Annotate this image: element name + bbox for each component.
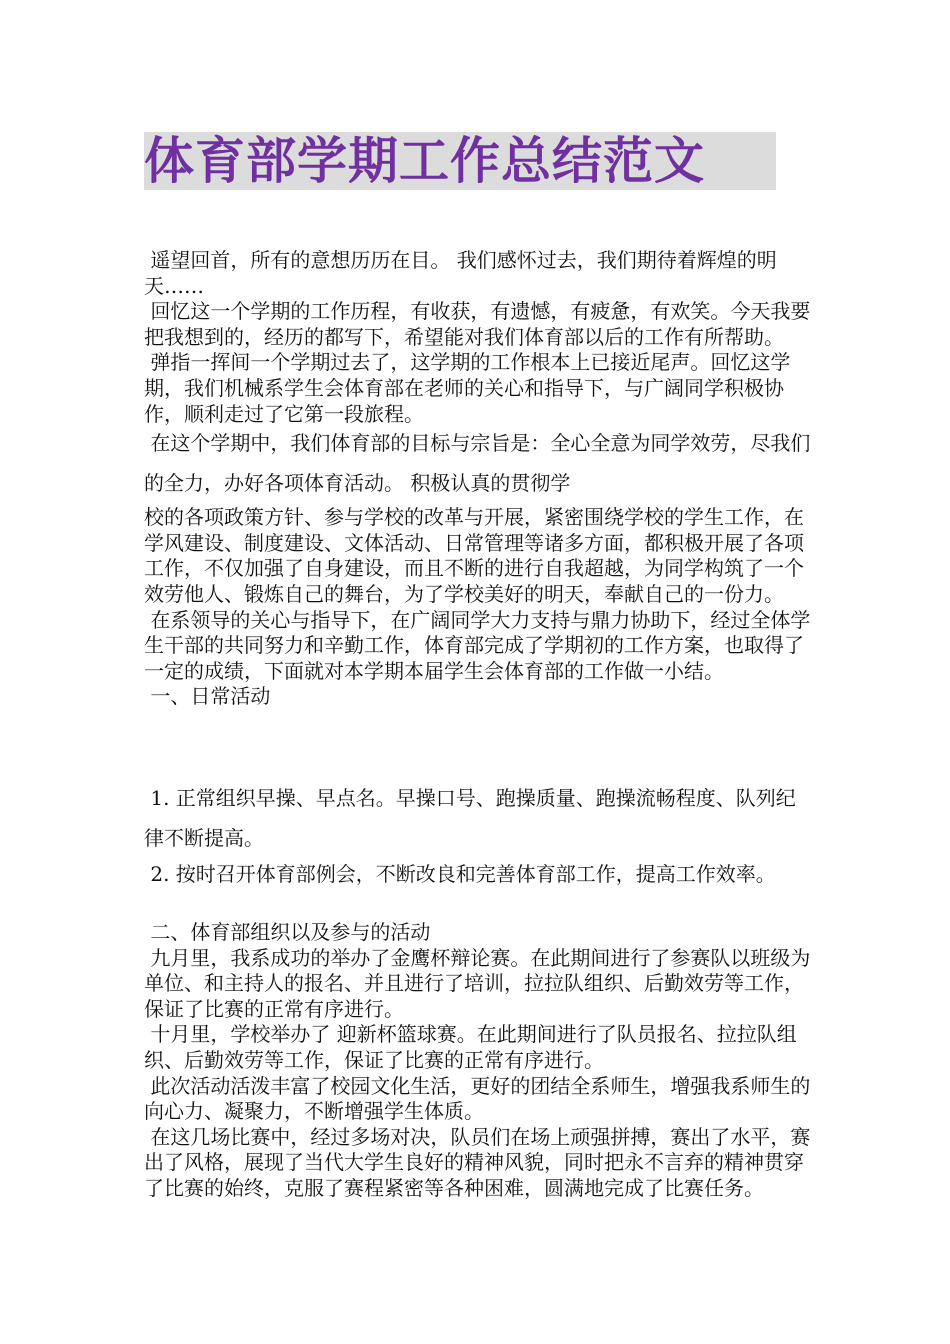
paragraph-school-policy: 校的各项政策方针、参与学校的改革与开展，紧密围绕学校的学生工作，在学风建设、制度建设、文体活动、日常管理等诸多方面，都积极开展了各项工作，不仅加强了自身建设，而且不断的进行自我超越，为同学构筑了一个效劳他人、锻炼自己的舞台，为了学校美好的明天，奉献自己的一份力。 xyxy=(144,505,804,606)
paragraph-basketball-contest: 十月里，学校举办了 迎新杯篮球赛。在此期间进行了队员报名、拉拉队组织、后勤效劳等工作，保证了比赛的正常有序进行。 xyxy=(144,1022,797,1072)
paragraph-competition-summary: 在这几场比赛中，经过多场对决，队员们在场上顽强拼搏，赛出了水平，赛出了风格，展现了当代大学生良好的精神风貌，同时把永不言弃的精神贯穿了比赛的始终，克服了赛程紧密等各种困难，圆满地完成了比赛任务。 xyxy=(144,1124,811,1200)
document-title: 体育部学期工作总结范文 xyxy=(144,132,776,190)
heading-organized-activities: 二、体育部组织以及参与的活动 xyxy=(144,920,431,944)
list-item-weekly-meeting: 2. 按时召开体育部例会，不断改良和完善体育部工作，提高工作效率。 xyxy=(144,862,776,886)
paragraph-intro: 遥望回首，所有的意想历历在目。 我们感怀过去，我们期待着辉煌的明天…… xyxy=(144,248,777,298)
paragraph-campus-culture: 此次活动活泼丰富了校园文化生活，更好的团结全系师生，增强我系师生的向心力、凝聚力，不断增强学生体质。 xyxy=(144,1073,811,1124)
document-body-part-2 xyxy=(144,778,814,894)
paragraph-recall: 回忆这一个学期的工作历程，有收获，有遗憾，有疲惫，有欢笑。今天我要把我想到的，经历的都写下，希望能对我们体育部以后的工作有所帮助。 xyxy=(144,299,811,349)
list-item-morning-exercise: 1. 正常组织早操、早点名。早操口号、跑操质量、跑操流畅程度、队列纪律不断提高。 xyxy=(144,786,796,850)
paragraph-leadership: 在系领导的关心与指导下，在广阔同学大力支持与鼎力协助下，经过全体学生干部的共同努力和辛勤工作，体育部完成了学期初的工作方案，也取得了一定的成绩，下面就对本学期本届学生会体育部的工作做一小结。 xyxy=(144,607,811,683)
document-body-part-1 xyxy=(144,248,814,710)
heading-daily-activities: 一、日常活动 xyxy=(144,684,271,709)
paragraph-semester-end: 弹指一挥间一个学期过去了，这学期的工作根本上已接近尾声。回忆这学期，我们机械系学生会体育部在老师的关心和指导下，与广阔同学积极协作，顺利走过了它第一段旅程。 xyxy=(144,350,791,426)
document-body-part-3 xyxy=(144,920,814,1202)
paragraph-debate-contest: 九月里，我系成功的举办了金鹰杯辩论赛。在此期间进行了参赛队以班级为单位、和主持人的报名、并且进行了培训，拉拉队组织、后勤效劳等工作，保证了比赛的正常有序进行。 xyxy=(144,945,811,1021)
paragraph-goal: 在这个学期中，我们体育部的目标与宗旨是：全心全意为同学效劳，尽我们的全力，办好各项体育活动。 积极认真的贯彻学 xyxy=(144,431,811,496)
